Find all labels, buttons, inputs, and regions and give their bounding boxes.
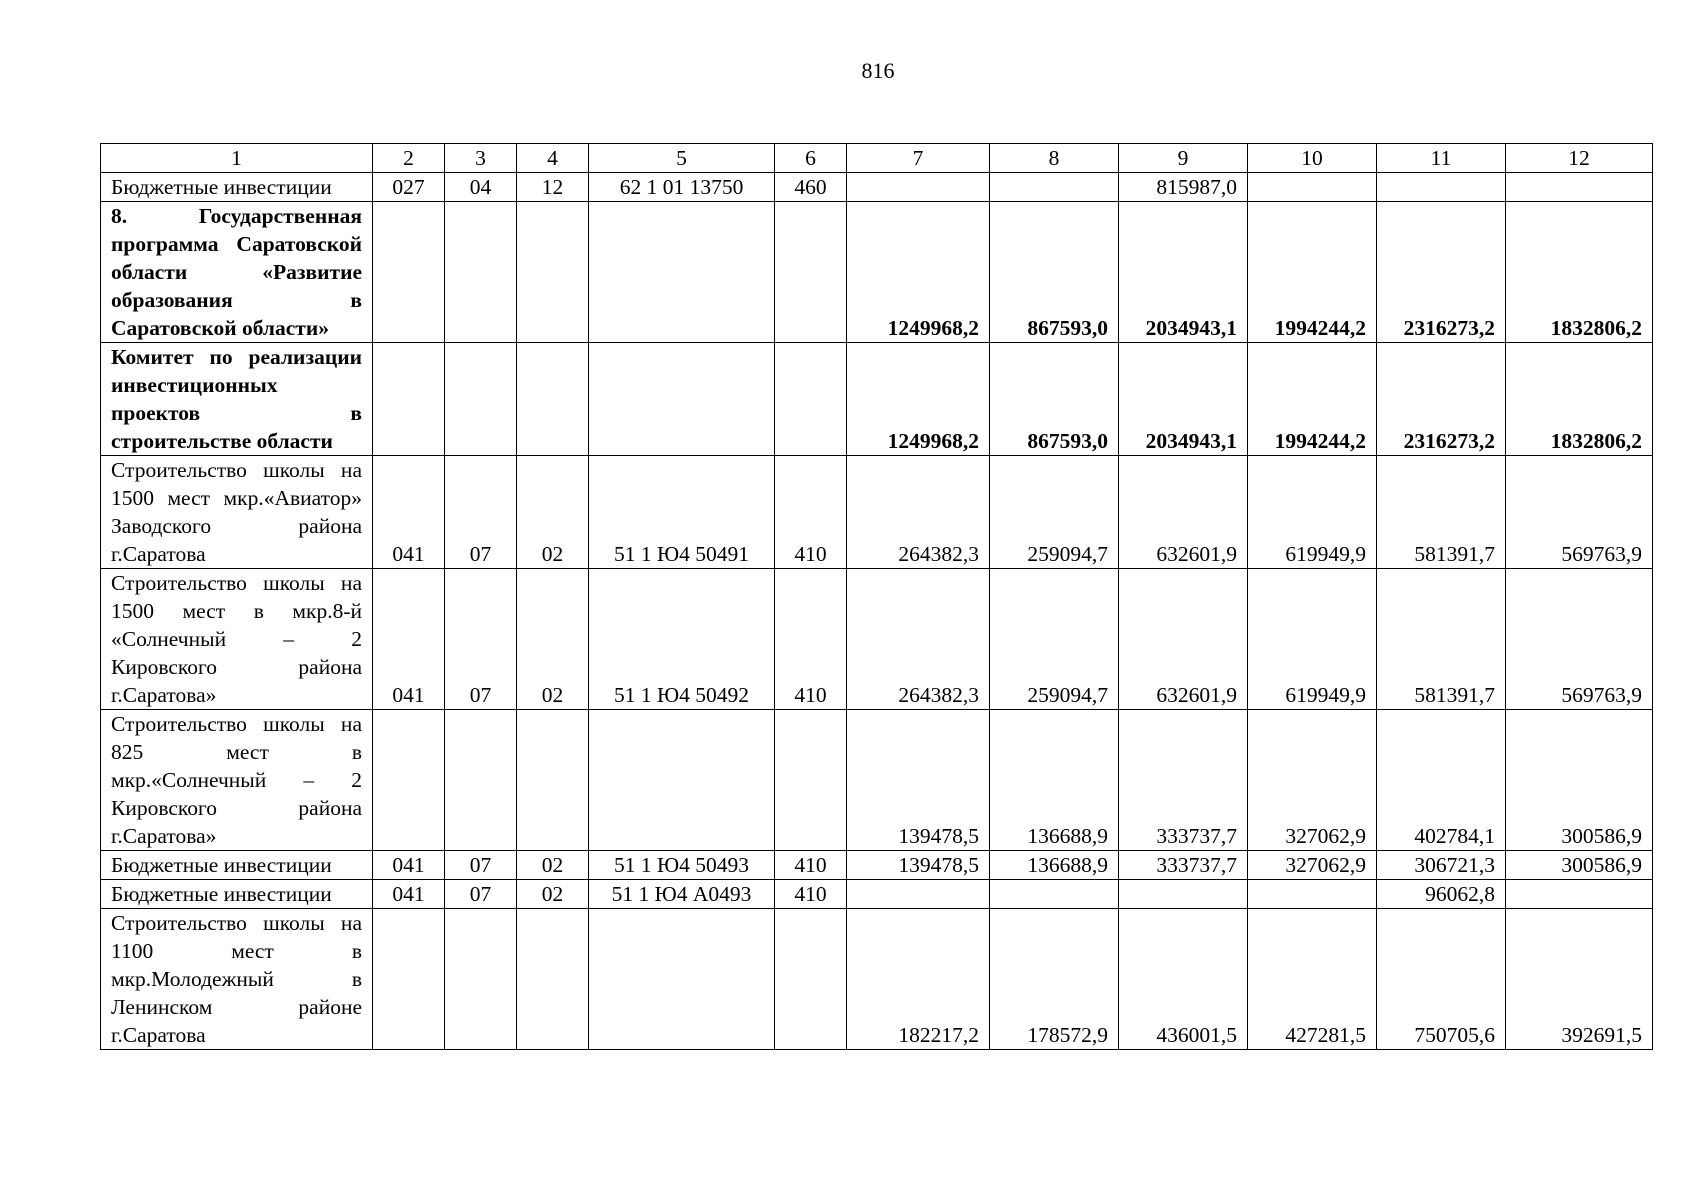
cell-col2: 041 xyxy=(373,880,445,909)
cell-col6 xyxy=(775,710,847,851)
cell-col3 xyxy=(445,343,517,456)
cell-col3: 07 xyxy=(445,851,517,880)
row-name: Бюджетные инвестиции xyxy=(101,851,373,880)
cell-col2: 041 xyxy=(373,851,445,880)
cell-col8: 178572,9 xyxy=(990,909,1119,1050)
table-row xyxy=(101,909,1653,1050)
cell-col5 xyxy=(589,202,775,343)
cell-col8: 259094,7 xyxy=(990,569,1119,710)
cell-col12: 569763,9 xyxy=(1506,569,1653,710)
column-header: 12 xyxy=(1506,144,1653,173)
cell-col5 xyxy=(589,909,775,1050)
cell-col8: 867593,0 xyxy=(990,343,1119,456)
cell-col5: 51 1 Ю4 50492 xyxy=(589,569,775,710)
cell-col2 xyxy=(373,710,445,851)
cell-col6: 410 xyxy=(775,456,847,569)
table-row xyxy=(101,202,1653,343)
header-row xyxy=(101,144,1653,173)
cell-col7: 264382,3 xyxy=(847,456,990,569)
cell-col10: 427281,5 xyxy=(1248,909,1377,1050)
cell-col12: 1832806,2 xyxy=(1506,343,1653,456)
column-header: 3 xyxy=(445,144,517,173)
cell-col12: 300586,9 xyxy=(1506,851,1653,880)
column-header: 1 xyxy=(101,144,373,173)
cell-col2: 027 xyxy=(373,173,445,202)
cell-col7 xyxy=(847,173,990,202)
column-header: 6 xyxy=(775,144,847,173)
cell-col3: 07 xyxy=(445,880,517,909)
table-row xyxy=(101,710,1653,851)
cell-col10: 327062,9 xyxy=(1248,851,1377,880)
cell-col4: 02 xyxy=(517,880,589,909)
cell-col6 xyxy=(775,909,847,1050)
budget-table xyxy=(100,143,1653,1050)
cell-col6 xyxy=(775,202,847,343)
cell-col7: 182217,2 xyxy=(847,909,990,1050)
cell-col8: 867593,0 xyxy=(990,202,1119,343)
cell-col11: 750705,6 xyxy=(1377,909,1506,1050)
cell-col10: 1994244,2 xyxy=(1248,343,1377,456)
cell-col10 xyxy=(1248,173,1377,202)
cell-col9: 815987,0 xyxy=(1119,173,1248,202)
table-row xyxy=(101,851,1653,880)
cell-col3 xyxy=(445,710,517,851)
cell-col11: 2316273,2 xyxy=(1377,202,1506,343)
cell-col11: 402784,1 xyxy=(1377,710,1506,851)
page-number: 816 xyxy=(861,58,895,83)
cell-col11 xyxy=(1377,173,1506,202)
row-name: Бюджетные инвестиции xyxy=(101,880,373,909)
cell-col2 xyxy=(373,343,445,456)
cell-col9 xyxy=(1119,880,1248,909)
row-name: Строительство школы на 825 мест в мкр.«Солнечный – 2 Кировского района г.Саратова» xyxy=(101,710,373,851)
cell-col11: 2316273,2 xyxy=(1377,343,1506,456)
cell-col3: 04 xyxy=(445,173,517,202)
cell-col11: 581391,7 xyxy=(1377,456,1506,569)
cell-col6: 460 xyxy=(775,173,847,202)
cell-col4: 12 xyxy=(517,173,589,202)
cell-col4: 02 xyxy=(517,569,589,710)
cell-col4: 02 xyxy=(517,456,589,569)
row-name: 8. Государственная программа Саратовской области «Развитие образования в Саратовской области» xyxy=(101,202,373,343)
cell-col9: 2034943,1 xyxy=(1119,343,1248,456)
table-row xyxy=(101,343,1653,456)
cell-col8 xyxy=(990,880,1119,909)
cell-col5: 51 1 Ю4 А0493 xyxy=(589,880,775,909)
cell-col9: 333737,7 xyxy=(1119,851,1248,880)
cell-col12: 300586,9 xyxy=(1506,710,1653,851)
cell-col4 xyxy=(517,202,589,343)
column-header: 10 xyxy=(1248,144,1377,173)
table-row xyxy=(101,456,1653,569)
cell-col11: 581391,7 xyxy=(1377,569,1506,710)
cell-col4: 02 xyxy=(517,851,589,880)
cell-col2 xyxy=(373,202,445,343)
cell-col7: 264382,3 xyxy=(847,569,990,710)
cell-col4 xyxy=(517,710,589,851)
cell-col3 xyxy=(445,202,517,343)
row-name: Строительство школы на 1100 мест в мкр.Молодежный в Ленинском районе г.Саратова xyxy=(101,909,373,1050)
column-header: 5 xyxy=(589,144,775,173)
cell-col9: 632601,9 xyxy=(1119,569,1248,710)
cell-col5: 51 1 Ю4 50491 xyxy=(589,456,775,569)
cell-col4 xyxy=(517,909,589,1050)
cell-col10: 619949,9 xyxy=(1248,456,1377,569)
cell-col6 xyxy=(775,343,847,456)
table-row xyxy=(101,173,1653,202)
cell-col12 xyxy=(1506,173,1653,202)
cell-col9: 436001,5 xyxy=(1119,909,1248,1050)
cell-col8: 259094,7 xyxy=(990,456,1119,569)
row-name: Строительство школы на 1500 мест мкр.«Авиатор» Заводского района г.Саратова xyxy=(101,456,373,569)
column-header: 4 xyxy=(517,144,589,173)
cell-col3 xyxy=(445,909,517,1050)
cell-col12: 1832806,2 xyxy=(1506,202,1653,343)
column-header: 8 xyxy=(990,144,1119,173)
row-name: Бюджетные инвестиции xyxy=(101,173,373,202)
column-header: 7 xyxy=(847,144,990,173)
cell-col2: 041 xyxy=(373,456,445,569)
cell-col2 xyxy=(373,909,445,1050)
table-row xyxy=(101,569,1653,710)
column-header: 11 xyxy=(1377,144,1506,173)
row-name: Комитет по реализации инвестиционных проектов в строительстве области xyxy=(101,343,373,456)
cell-col10 xyxy=(1248,880,1377,909)
table-row xyxy=(101,880,1653,909)
cell-col2: 041 xyxy=(373,569,445,710)
cell-col6: 410 xyxy=(775,851,847,880)
column-header: 9 xyxy=(1119,144,1248,173)
cell-col8: 136688,9 xyxy=(990,710,1119,851)
cell-col5 xyxy=(589,710,775,851)
cell-col11: 96062,8 xyxy=(1377,880,1506,909)
cell-col8 xyxy=(990,173,1119,202)
column-header: 2 xyxy=(373,144,445,173)
cell-col9: 333737,7 xyxy=(1119,710,1248,851)
cell-col5: 62 1 01 13750 xyxy=(589,173,775,202)
cell-col7: 139478,5 xyxy=(847,851,990,880)
row-name: Строительство школы на 1500 мест в мкр.8-й «Солнечный – 2 Кировского района г.Саратова» xyxy=(101,569,373,710)
cell-col6: 410 xyxy=(775,880,847,909)
cell-col4 xyxy=(517,343,589,456)
cell-col3: 07 xyxy=(445,456,517,569)
cell-col7 xyxy=(847,880,990,909)
cell-col5: 51 1 Ю4 50493 xyxy=(589,851,775,880)
cell-col10: 619949,9 xyxy=(1248,569,1377,710)
cell-col7: 1249968,2 xyxy=(847,343,990,456)
cell-col9: 2034943,1 xyxy=(1119,202,1248,343)
cell-col12 xyxy=(1506,880,1653,909)
cell-col8: 136688,9 xyxy=(990,851,1119,880)
cell-col12: 392691,5 xyxy=(1506,909,1653,1050)
cell-col6: 410 xyxy=(775,569,847,710)
cell-col11: 306721,3 xyxy=(1377,851,1506,880)
cell-col7: 1249968,2 xyxy=(847,202,990,343)
cell-col3: 07 xyxy=(445,569,517,710)
cell-col10: 327062,9 xyxy=(1248,710,1377,851)
cell-col10: 1994244,2 xyxy=(1248,202,1377,343)
cell-col5 xyxy=(589,343,775,456)
cell-col12: 569763,9 xyxy=(1506,456,1653,569)
cell-col9: 632601,9 xyxy=(1119,456,1248,569)
cell-col7: 139478,5 xyxy=(847,710,990,851)
